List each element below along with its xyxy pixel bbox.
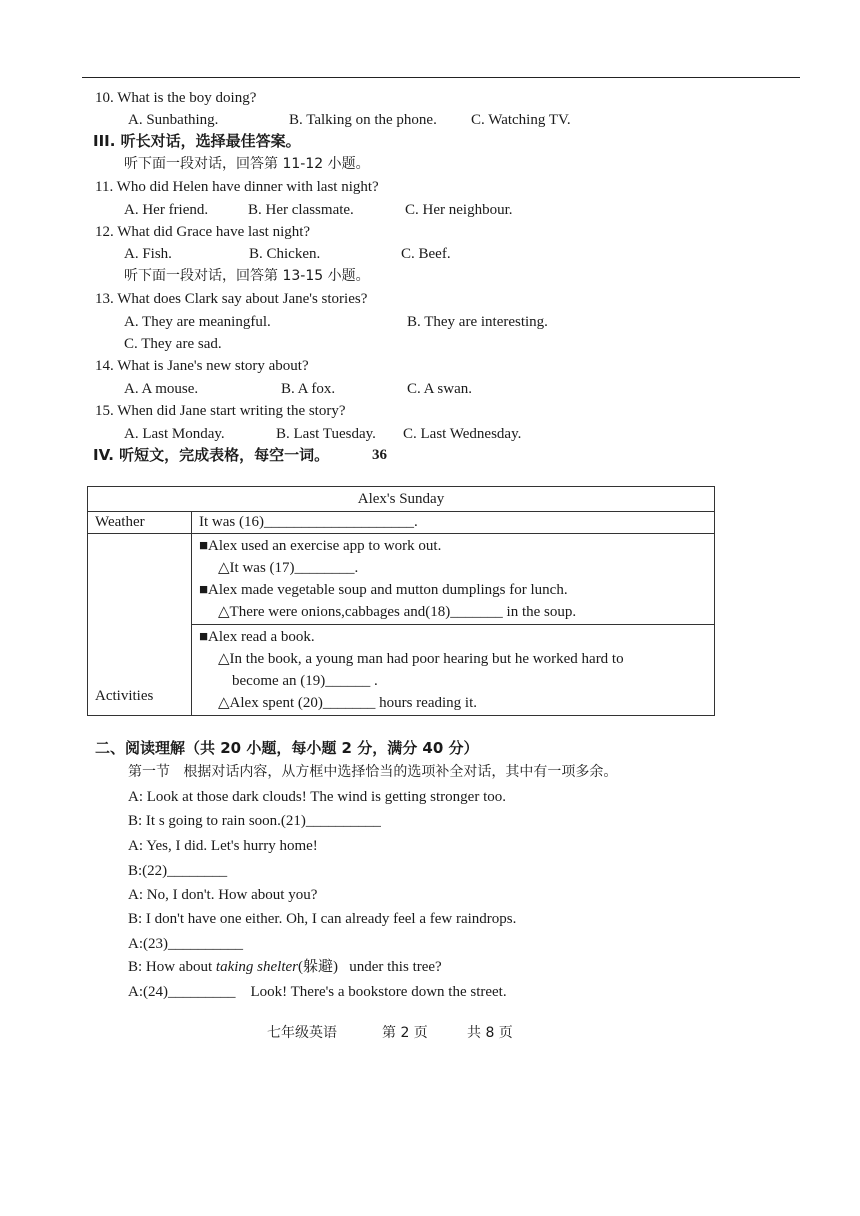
activities-label: Activities xyxy=(88,534,192,716)
table-title: Alex's Sunday xyxy=(88,487,715,512)
section-3-intro-2: 听下面一段对话，回答第 13-15 小题。 xyxy=(124,268,370,284)
question-15: 15. When did Jane start writing the story? xyxy=(95,403,346,419)
q13-option-c: C. They are sad. xyxy=(124,336,222,352)
activity-reading-detail: △In the book, a young man had poor hearing but he worked hard to xyxy=(218,651,624,667)
footer-subject: 七年级英语 xyxy=(267,1025,337,1041)
activity-exercise: ■Alex used an exercise app to work out. xyxy=(199,538,442,554)
activity-lunch: ■Alex made vegetable soup and mutton dumplings for lunch. xyxy=(199,582,568,598)
q12-option-a: A. Fish. xyxy=(124,246,172,262)
header-rule xyxy=(82,77,800,78)
q13-option-b: B. They are interesting. xyxy=(407,314,548,330)
dialogue-line-8-end: (躲避) under this tree? xyxy=(298,959,442,975)
dialogue-line-3: A: Yes, I did. Let's hurry home! xyxy=(128,838,318,854)
dialogue-line-2: B: It s going to rain soon.(21)__________ xyxy=(128,813,381,829)
dialogue-line-4: B:(22)________ xyxy=(128,863,228,879)
question-10: 10. What is the boy doing? xyxy=(95,90,257,106)
q14-option-b: B. A fox. xyxy=(281,381,336,397)
dialogue-line-6: B: I don't have one either. Oh, I can already feel a few raindrops. xyxy=(128,911,517,927)
q10-option-c: C. Watching TV. xyxy=(471,112,571,128)
dialogue-line-1: A: Look at those dark clouds! The wind is getting stronger too. xyxy=(128,789,506,805)
q11-option-b: B. Her classmate. xyxy=(248,202,354,218)
question-13: 13. What does Clark say about Jane's stories? xyxy=(95,291,368,307)
dialogue-line-8-start: B: How about xyxy=(128,959,216,975)
reading-heading: 二、阅读理解（共 20 小题，每小题 2 分，满分 40 分） xyxy=(95,739,479,757)
q12-option-b: B. Chicken. xyxy=(249,246,321,262)
q11-option-c: C. Her neighbour. xyxy=(405,202,513,218)
reading-instruction: 第一节 根据对话内容，从方框中选择恰当的选项补全对话，其中有一项多余。 xyxy=(128,764,618,780)
activity-reading-blank-19: become an (19)______ . xyxy=(232,673,378,689)
question-11: 11. Who did Helen have dinner with last night? xyxy=(95,179,379,195)
footer-total-pages: 共 8 页 xyxy=(467,1025,513,1041)
activity-reading: ■Alex read a book. xyxy=(199,629,315,645)
activity-exercise-blank: △It was (17)________. xyxy=(218,560,359,576)
weather-value: It was (16)____________________. xyxy=(192,512,715,534)
activity-reading-blank-20: △Alex spent (20)_______ hours reading it. xyxy=(218,695,477,711)
footer-page-number: 第 2 页 xyxy=(382,1025,428,1041)
q15-option-a: A. Last Monday. xyxy=(124,426,225,442)
q11-option-a: A. Her friend. xyxy=(124,202,209,218)
dialogue-line-9: A:(24)_________ Look! There's a bookstore down the street. xyxy=(128,984,507,1000)
q15-option-b: B. Last Tuesday. xyxy=(276,426,376,442)
weather-label: Weather xyxy=(88,512,192,534)
q14-option-c: C. A swan. xyxy=(407,381,473,397)
q13-option-a: A. They are meaningful. xyxy=(124,314,271,330)
dialogue-line-8 xyxy=(128,958,442,976)
section-3-heading: III. 听长对话，选择最佳答案。 xyxy=(93,132,301,150)
activities-cell-2 xyxy=(192,625,715,716)
q10-option-b: B. Talking on the phone. xyxy=(289,112,437,128)
activities-cell-1 xyxy=(192,534,715,625)
q15-option-c: C. Last Wednesday. xyxy=(403,426,522,442)
dialogue-line-7: A:(23)__________ xyxy=(128,936,243,952)
alex-sunday-table xyxy=(87,486,715,716)
dialogue-line-8-italic: taking shelter xyxy=(215,959,298,975)
dialogue-line-5: A: No, I don't. How about you? xyxy=(128,887,318,903)
activity-lunch-blank: △There were onions,cabbages and(18)_______ in the soup. xyxy=(218,604,577,620)
question-14: 14. What is Jane's new story about? xyxy=(95,358,309,374)
question-12: 12. What did Grace have last night? xyxy=(95,224,311,240)
section-4-score: 36 xyxy=(372,447,387,463)
section-4-heading: IV. 听短文，完成表格，每空一词。 xyxy=(93,446,330,464)
q12-option-c: C. Beef. xyxy=(401,246,451,262)
q10-option-a: A. Sunbathing. xyxy=(128,112,219,128)
section-3-intro-1: 听下面一段对话，回答第 11-12 小题。 xyxy=(124,156,370,172)
q14-option-a: A. A mouse. xyxy=(124,381,199,397)
